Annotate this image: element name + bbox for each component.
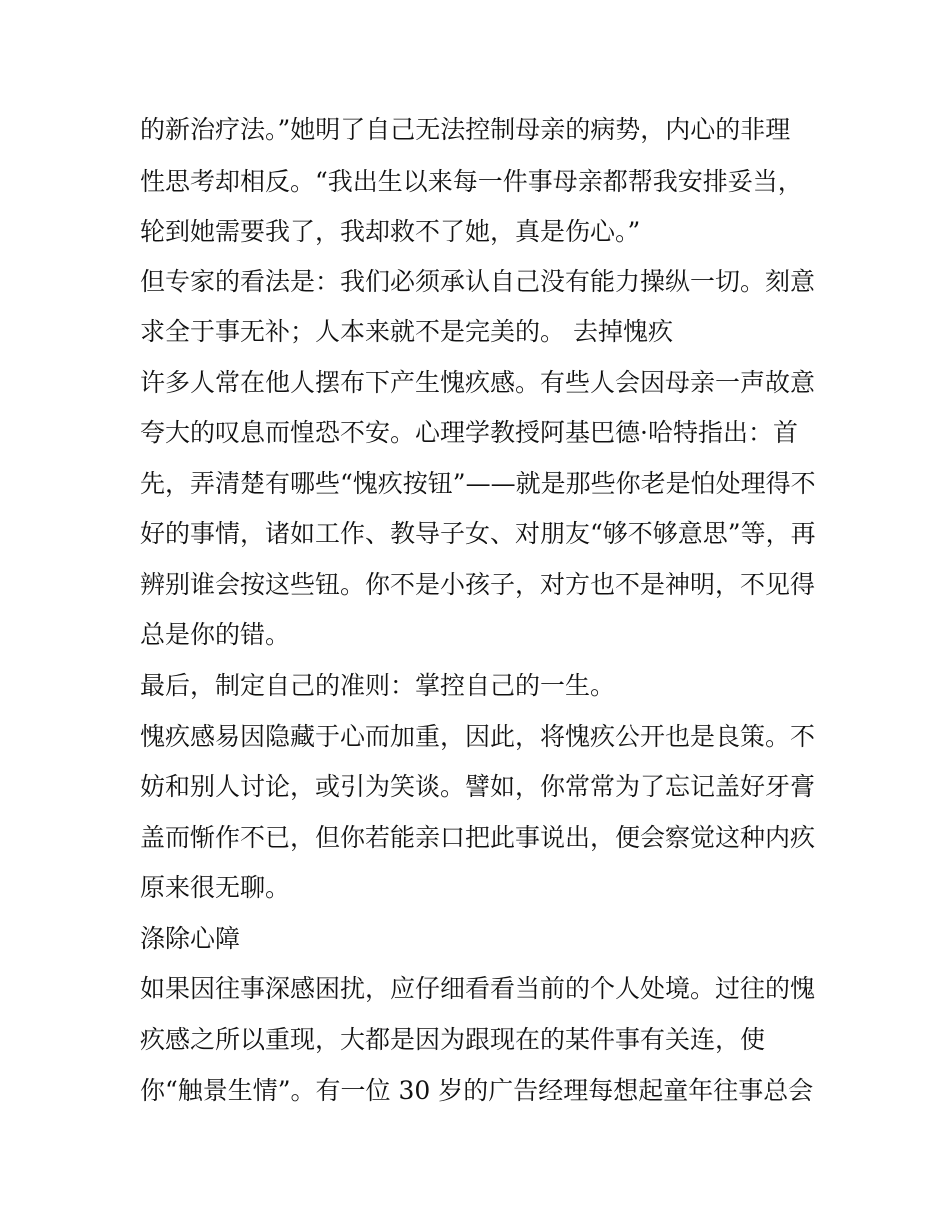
text-line: 盖而惭作不已，但你若能亲口把此事说出，便会察觉这种内疚 xyxy=(140,823,816,852)
section-heading: 涤除心障 xyxy=(140,924,241,953)
text-line: 先，弄清楚有哪些“愧疚按钮”——就是那些你老是怕处理得不 xyxy=(140,469,816,498)
text-line: 辨别谁会按这些钮。你不是小孩子，对方也不是神明，不见得 xyxy=(140,570,816,599)
text-line: 疚感之所以重现，大都是因为跟现在的某件事有关连，使 xyxy=(140,1025,766,1054)
text-line: 妨和别人讨论，或引为笑谈。譬如，你常常为了忘记盖好牙膏 xyxy=(140,772,816,801)
text-line: 许多人常在他人摆布下产生愧疚感。有些人会因母亲一声故意 xyxy=(140,368,816,397)
text-line: 性思考却相反。“我出生以来每一件事母亲都帮我安排妥当， xyxy=(140,167,803,196)
text-line: 的新治疗法。”她明了自己无法控制母亲的病势，内心的非理 xyxy=(140,115,791,144)
text-line: 好的事情，诸如工作、教导子女、对朋友“够不够意思”等，再 xyxy=(140,519,816,548)
text-line: 你“触景生情”。有一位 30 岁的广告经理每想起童年往事总会 xyxy=(140,1076,814,1105)
text-line: 求全于事无补；人本来就不是完美的。 去掉愧疚 xyxy=(140,317,673,346)
text-line: 轮到她需要我了，我却救不了她，真是伤心。” xyxy=(140,217,641,246)
text-line: 最后，制定自己的准则：掌控自己的一生。 xyxy=(140,671,616,700)
text-line: 夸大的叹息而惶恐不安。心理学教授阿基巴德·哈特指出：首 xyxy=(140,418,798,447)
text-line: 但专家的看法是：我们必须承认自己没有能力操纵一切。刻意 xyxy=(140,267,816,296)
text-line: 总是你的错。 xyxy=(140,620,291,649)
text-line: 原来很无聊。 xyxy=(140,873,291,902)
text-line: 如果因往事深感困扰，应仔细看看当前的个人处境。过往的愧 xyxy=(140,974,816,1003)
text-line: 愧疚感易因隐藏于心而加重，因此，将愧疚公开也是良策。不 xyxy=(140,722,816,751)
